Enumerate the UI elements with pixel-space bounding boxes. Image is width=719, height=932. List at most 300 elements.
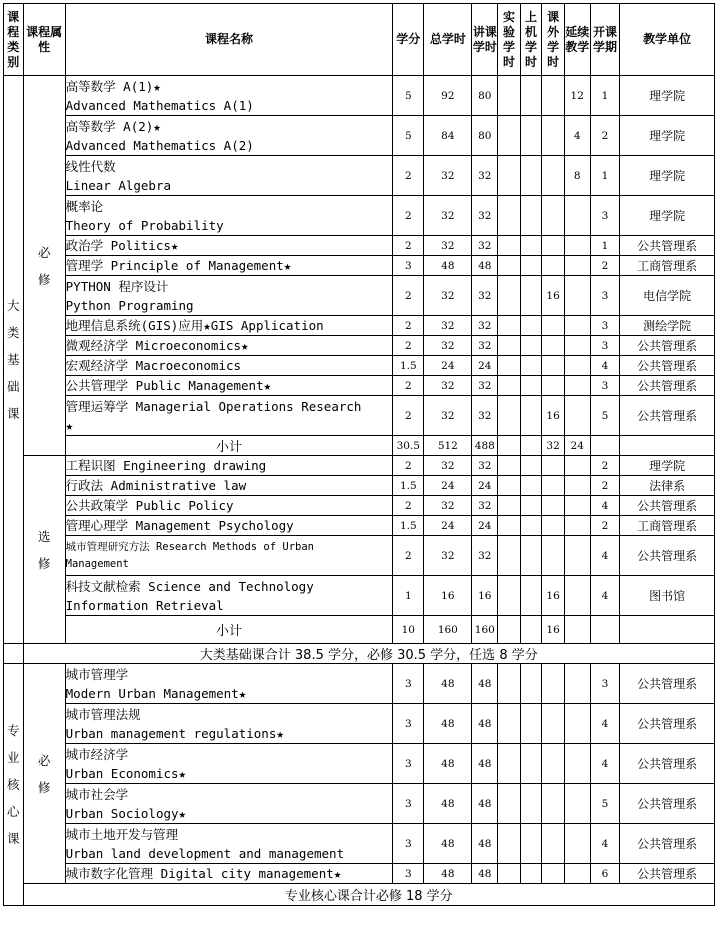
cell-department: 理学院 (620, 156, 715, 196)
course-name: 管理心理学 Management Psychology (65, 518, 294, 533)
course-name: 工程识图 Engineering drawing (65, 458, 267, 473)
cell-credit: 2 (393, 316, 424, 336)
cell-department: 理学院 (620, 116, 715, 156)
subtotal-department (620, 436, 715, 456)
cell-extended-hours (564, 496, 590, 516)
cell-semester: 1 (590, 236, 620, 256)
cell-extra-hours (542, 236, 565, 256)
cell-department: 公共管理系 (620, 376, 715, 396)
course-name-cell (65, 316, 393, 336)
cell-extra-hours (542, 116, 565, 156)
course-name-cell (65, 476, 393, 496)
header-category: 课程类别 (4, 4, 24, 76)
cell-extra-hours (542, 824, 565, 864)
header-department: 教学单位 (620, 4, 715, 76)
table-row (4, 356, 715, 376)
cell-computer-hours (520, 536, 542, 576)
cell-lab-hours (498, 864, 521, 884)
cell-extra-hours: 16 (542, 576, 565, 616)
cell-lab-hours (498, 784, 521, 824)
cell-total-hours: 32 (424, 536, 472, 576)
cell-credit: 1.5 (393, 516, 424, 536)
subtotal-computer-hours (520, 436, 542, 456)
course-name-cell (65, 864, 393, 884)
course-name: 行政法 Administrative law (65, 478, 247, 493)
subtotal-lecture-hours: 488 (472, 436, 498, 456)
cell-extra-hours (542, 744, 565, 784)
cell-total-hours: 32 (424, 376, 472, 396)
subtotal-label: 小计 (65, 436, 393, 456)
cell-lecture-hours: 32 (472, 276, 498, 316)
table-row (4, 236, 715, 256)
header-course-name: 课程名称 (65, 4, 393, 76)
subtotal-lecture-hours: 160 (472, 616, 498, 644)
header-semester: 开课学期 (590, 4, 620, 76)
cell-lab-hours (498, 456, 521, 476)
cell-credit: 2 (393, 536, 424, 576)
table-row (4, 156, 715, 196)
cell-total-hours: 48 (424, 784, 472, 824)
cell-semester: 1 (590, 156, 620, 196)
cell-department: 公共管理系 (620, 356, 715, 376)
course-name: 城市土地开发与管理 (65, 826, 179, 842)
course-name-en: Information Retrieval (65, 597, 224, 613)
course-name-cell (65, 496, 393, 516)
course-name-cell (65, 516, 393, 536)
cell-extended-hours (564, 236, 590, 256)
course-name-cell (65, 116, 393, 156)
cell-lecture-hours: 48 (472, 256, 498, 276)
cell-department: 电信学院 (620, 276, 715, 316)
cell-lab-hours (498, 156, 521, 196)
cell-extra-hours (542, 256, 565, 276)
cell-lab-hours (498, 576, 521, 616)
cell-extended-hours (564, 824, 590, 864)
cell-extra-hours (542, 864, 565, 884)
course-name: 高等数学 A(2)★ (65, 118, 161, 134)
cell-department: 公共管理系 (620, 396, 715, 436)
subtotal-total-hours: 160 (424, 616, 472, 644)
cell-lecture-hours: 32 (472, 456, 498, 476)
table-row (4, 316, 715, 336)
course-name-cell (65, 376, 393, 396)
subtotal-semester (590, 616, 620, 644)
course-name-cell (65, 704, 393, 744)
cell-total-hours: 48 (424, 744, 472, 784)
course-name-en: Urban land development and management (65, 845, 345, 861)
cell-computer-hours (520, 156, 542, 196)
cell-lecture-hours: 32 (472, 396, 498, 436)
cell-extended-hours (564, 376, 590, 396)
course-name-cell (65, 256, 393, 276)
cell-lecture-hours: 48 (472, 824, 498, 864)
cell-total-hours: 32 (424, 156, 472, 196)
attribute-required-char: 必 (37, 244, 51, 260)
course-name-en: Linear Algebra (65, 177, 171, 193)
course-name-cell (65, 196, 393, 236)
cell-extra-hours (542, 536, 565, 576)
course-name: 微观经济学 Microeconomics★ (65, 338, 249, 353)
cell-extended-hours (564, 196, 590, 236)
cell-lecture-hours: 24 (472, 516, 498, 536)
cell-extra-hours (542, 376, 565, 396)
course-name-en: ★ (65, 417, 74, 433)
cell-semester: 3 (590, 196, 620, 236)
cell-extra-hours (542, 704, 565, 744)
cell-semester: 5 (590, 396, 620, 436)
cell-extended-hours (564, 576, 590, 616)
cell-lecture-hours: 32 (472, 196, 498, 236)
course-name-cell (65, 76, 393, 116)
subtotal-department (620, 616, 715, 644)
cell-department: 公共管理系 (620, 536, 715, 576)
cell-extended-hours: 8 (564, 156, 590, 196)
course-name-en: Python Programing (65, 297, 194, 313)
cell-department: 工商管理系 (620, 516, 715, 536)
cell-lab-hours (498, 356, 521, 376)
cell-computer-hours (520, 316, 542, 336)
cell-department: 法律系 (620, 476, 715, 496)
cell-extra-hours (542, 476, 565, 496)
course-name: 地理信息系统(GIS)应用★GIS Application (65, 318, 324, 333)
cell-credit: 5 (393, 116, 424, 156)
course-name-en: Modern Urban Management★ (65, 685, 247, 701)
table-row (4, 864, 715, 884)
course-name: 城市数字化管理 Digital city management★ (65, 866, 342, 881)
curriculum-table (3, 3, 715, 906)
cell-semester: 2 (590, 476, 620, 496)
cell-department: 测绘学院 (620, 316, 715, 336)
cell-extended-hours (564, 356, 590, 376)
subtotal-credit: 30.5 (393, 436, 424, 456)
cell-computer-hours (520, 744, 542, 784)
cell-credit: 3 (393, 256, 424, 276)
header-extra-hours: 课外学时 (542, 4, 565, 76)
cell-extra-hours (542, 496, 565, 516)
cell-credit: 2 (393, 156, 424, 196)
cell-total-hours: 32 (424, 316, 472, 336)
cell-lab-hours (498, 336, 521, 356)
cell-total-hours: 32 (424, 496, 472, 516)
course-name-cell (65, 664, 393, 704)
cell-lecture-hours: 48 (472, 704, 498, 744)
cell-total-hours: 16 (424, 576, 472, 616)
table-row (4, 824, 715, 864)
table-row (4, 76, 715, 116)
cell-computer-hours (520, 336, 542, 356)
course-name-en: Advanced Mathematics A(1) (65, 97, 254, 113)
cell-semester: 4 (590, 576, 620, 616)
cell-extra-hours: 16 (542, 396, 565, 436)
cell-lab-hours (498, 116, 521, 156)
cell-total-hours: 32 (424, 196, 472, 236)
cell-lecture-hours: 24 (472, 476, 498, 496)
cell-computer-hours (520, 476, 542, 496)
cell-extra-hours: 16 (542, 276, 565, 316)
category-dalei-char: 大 (7, 298, 20, 313)
cell-lecture-hours: 32 (472, 316, 498, 336)
cell-lecture-hours: 80 (472, 116, 498, 156)
table-row (4, 476, 715, 496)
cell-extended-hours (564, 456, 590, 476)
cell-department: 公共管理系 (620, 664, 715, 704)
course-name: 城市社会学 (65, 786, 129, 802)
attribute-core-required-char: 修 (37, 779, 51, 795)
cell-lecture-hours: 80 (472, 76, 498, 116)
cell-lecture-hours: 32 (472, 376, 498, 396)
subtotal-total-hours: 512 (424, 436, 472, 456)
table-row (4, 744, 715, 784)
cell-semester: 4 (590, 744, 620, 784)
subtotal-extra-hours: 32 (542, 436, 565, 456)
course-name: 宏观经济学 Macroeconomics (65, 358, 242, 373)
category-dalei-char: 类 (7, 325, 20, 340)
cell-extended-hours (564, 864, 590, 884)
course-name-cell (65, 156, 393, 196)
cell-lab-hours (498, 476, 521, 496)
cell-lecture-hours: 48 (472, 664, 498, 704)
attribute-elective-char: 修 (37, 555, 51, 571)
table-row (4, 516, 715, 536)
cell-total-hours: 48 (424, 864, 472, 884)
course-name: 城市管理研究方法 Research Methods of Urban (65, 540, 315, 553)
cell-semester: 2 (590, 116, 620, 156)
cell-computer-hours (520, 356, 542, 376)
cell-department: 公共管理系 (620, 336, 715, 356)
course-name: 高等数学 A(1)★ (65, 78, 161, 94)
subtotal-computer-hours (520, 616, 542, 644)
cell-semester: 3 (590, 276, 620, 316)
table-row (4, 784, 715, 824)
cell-lab-hours (498, 276, 521, 316)
cell-credit: 3 (393, 824, 424, 864)
cell-extra-hours (542, 516, 565, 536)
attribute-elective (23, 456, 65, 644)
cell-semester: 2 (590, 256, 620, 276)
cell-total-hours: 48 (424, 704, 472, 744)
core-summary: 专业核心课合计必修 18 学分 (23, 884, 714, 906)
table-row (4, 664, 715, 704)
cell-semester: 4 (590, 496, 620, 516)
cell-semester: 1 (590, 76, 620, 116)
cell-total-hours: 32 (424, 276, 472, 316)
cell-semester: 4 (590, 536, 620, 576)
cell-semester: 3 (590, 664, 620, 704)
category-core-char: 心 (7, 804, 20, 819)
cell-department: 公共管理系 (620, 864, 715, 884)
cell-lecture-hours: 32 (472, 536, 498, 576)
cell-total-hours: 48 (424, 824, 472, 864)
course-name: 公共政策学 Public Policy (65, 498, 234, 513)
cell-lecture-hours: 48 (472, 744, 498, 784)
cell-lab-hours (498, 376, 521, 396)
cell-extended-hours (564, 476, 590, 496)
cell-computer-hours (520, 516, 542, 536)
summary-blank (4, 644, 24, 664)
cell-total-hours: 32 (424, 396, 472, 436)
cell-computer-hours (520, 276, 542, 316)
course-name-cell (65, 576, 393, 616)
cell-extra-hours (542, 784, 565, 824)
cell-computer-hours (520, 704, 542, 744)
course-name-en: Theory of Probability (65, 217, 224, 233)
subtotal-label: 小计 (65, 616, 393, 644)
cell-semester: 2 (590, 516, 620, 536)
cell-total-hours: 84 (424, 116, 472, 156)
course-name-en: Urban Sociology★ (65, 805, 187, 821)
cell-extended-hours (564, 256, 590, 276)
category-core-char: 课 (7, 831, 20, 846)
course-name-cell (65, 356, 393, 376)
cell-total-hours: 32 (424, 336, 472, 356)
cell-credit: 2 (393, 276, 424, 316)
cell-extra-hours (542, 316, 565, 336)
table-row (4, 456, 715, 476)
cell-computer-hours (520, 784, 542, 824)
summary-row (4, 884, 715, 906)
course-name-en: Urban management regulations★ (65, 725, 284, 741)
cell-department: 图书馆 (620, 576, 715, 616)
cell-semester: 4 (590, 824, 620, 864)
attribute-core-required (23, 664, 65, 884)
table-row (4, 496, 715, 516)
subtotal-row (4, 616, 715, 644)
cell-lab-hours (498, 744, 521, 784)
cell-extended-hours (564, 784, 590, 824)
cell-credit: 1.5 (393, 356, 424, 376)
cell-computer-hours (520, 376, 542, 396)
cell-computer-hours (520, 864, 542, 884)
course-name-cell (65, 456, 393, 476)
header-lab-hours: 实验学时 (498, 4, 521, 76)
cell-total-hours: 24 (424, 516, 472, 536)
cell-extra-hours (542, 196, 565, 236)
cell-department: 公共管理系 (620, 784, 715, 824)
course-name: 科技文献检索 Science and Technology (65, 578, 314, 594)
cell-computer-hours (520, 824, 542, 864)
cell-lab-hours (498, 196, 521, 236)
cell-lab-hours (498, 704, 521, 744)
cell-lecture-hours: 32 (472, 236, 498, 256)
cell-lab-hours (498, 256, 521, 276)
cell-extra-hours (542, 76, 565, 116)
cell-total-hours: 24 (424, 356, 472, 376)
category-dalei (4, 76, 24, 644)
course-name: 概率论 (65, 198, 104, 214)
cell-lecture-hours: 16 (472, 576, 498, 616)
subtotal-semester (590, 436, 620, 456)
cell-semester: 3 (590, 316, 620, 336)
header-lecture-hours: 讲课学时 (472, 4, 498, 76)
cell-credit: 1 (393, 576, 424, 616)
cell-extended-hours: 4 (564, 116, 590, 156)
category-core-char: 专 (7, 723, 20, 738)
table-row (4, 256, 715, 276)
cell-department: 理学院 (620, 456, 715, 476)
cell-semester: 2 (590, 456, 620, 476)
cell-computer-hours (520, 496, 542, 516)
cell-lab-hours (498, 396, 521, 436)
category-dalei-char: 课 (7, 406, 20, 421)
cell-extended-hours (564, 276, 590, 316)
header-attribute: 课程属性 (23, 4, 65, 76)
table-row (4, 336, 715, 356)
cell-lecture-hours: 48 (472, 864, 498, 884)
cell-extended-hours (564, 744, 590, 784)
table-row (4, 576, 715, 616)
course-name-cell (65, 396, 393, 436)
course-name: 政治学 Politics★ (65, 238, 179, 253)
cell-extended-hours (564, 316, 590, 336)
table-row (4, 376, 715, 396)
cell-total-hours: 32 (424, 456, 472, 476)
cell-semester: 3 (590, 336, 620, 356)
course-name-cell (65, 336, 393, 356)
subtotal-extended-hours: 24 (564, 436, 590, 456)
cell-semester: 5 (590, 784, 620, 824)
cell-extended-hours (564, 704, 590, 744)
course-name: 管理学 Principle of Management★ (65, 258, 292, 273)
subtotal-extended-hours (564, 616, 590, 644)
cell-total-hours: 48 (424, 256, 472, 276)
cell-credit: 3 (393, 864, 424, 884)
cell-credit: 3 (393, 784, 424, 824)
course-name: PYTHON 程序设计 (65, 278, 169, 294)
course-name-cell (65, 744, 393, 784)
course-name: 城市管理学 (65, 666, 129, 682)
cell-credit: 2 (393, 336, 424, 356)
cell-credit: 2 (393, 496, 424, 516)
table-row (4, 196, 715, 236)
cell-extra-hours (542, 336, 565, 356)
header-extended-hours: 延续教学 (564, 4, 590, 76)
header-computer-hours: 上机学时 (520, 4, 542, 76)
subtotal-row (4, 436, 715, 456)
course-name-cell (65, 536, 393, 576)
cell-department: 公共管理系 (620, 744, 715, 784)
cell-computer-hours (520, 116, 542, 156)
cell-semester: 3 (590, 376, 620, 396)
table-row (4, 396, 715, 436)
cell-total-hours: 32 (424, 236, 472, 256)
course-name-cell (65, 824, 393, 864)
table-body (4, 76, 715, 906)
cell-credit: 2 (393, 376, 424, 396)
cell-lab-hours (498, 516, 521, 536)
cell-lecture-hours: 24 (472, 356, 498, 376)
course-name-cell (65, 236, 393, 256)
cell-lab-hours (498, 316, 521, 336)
cell-credit: 3 (393, 744, 424, 784)
course-name-cell (65, 784, 393, 824)
attribute-required-char: 修 (37, 271, 51, 287)
cell-computer-hours (520, 664, 542, 704)
cell-extra-hours (542, 664, 565, 704)
summary-row (4, 644, 715, 664)
cell-semester: 4 (590, 356, 620, 376)
course-name: 管理运筹学 Managerial Operations Research (65, 398, 362, 414)
cell-extended-hours (564, 516, 590, 536)
attribute-required (23, 76, 65, 456)
cell-credit: 3 (393, 704, 424, 744)
category-dalei-char: 础 (7, 379, 20, 394)
cell-total-hours: 24 (424, 476, 472, 496)
cell-extended-hours (564, 664, 590, 704)
table-row (4, 116, 715, 156)
cell-extended-hours (564, 396, 590, 436)
course-name-en: Advanced Mathematics A(2) (65, 137, 254, 153)
cell-extended-hours (564, 336, 590, 356)
